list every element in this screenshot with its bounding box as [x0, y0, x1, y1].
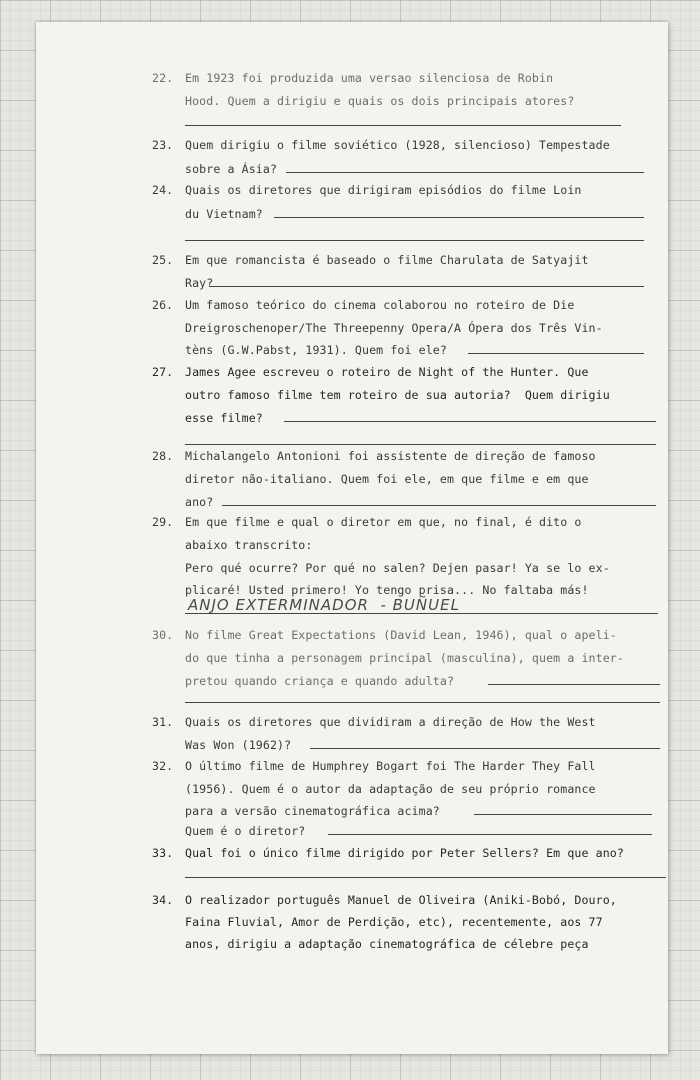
question-28-number: 28.: [152, 449, 174, 463]
question-23-number: 23.: [152, 138, 174, 152]
answer-line[interactable]: [222, 505, 656, 506]
answer-line[interactable]: [185, 125, 621, 126]
answer-line[interactable]: [185, 877, 666, 878]
question-33-line-1: Qual foi o único filme dirigido por Peter Sellers? Em que ano?: [185, 846, 624, 860]
answer-line[interactable]: [274, 217, 644, 218]
question-25-number: 25.: [152, 253, 174, 267]
questionnaire-page: [36, 22, 668, 1054]
question-27-line-1: James Agee escreveu o roteiro de Night of the Hunter. Que: [185, 365, 589, 379]
question-26-line-3: tèns (G.W.Pabst, 1931). Quem foi ele?: [185, 343, 447, 357]
answer-line[interactable]: [185, 702, 660, 703]
question-34-line-2: Faina Fluvial, Amor de Perdição, etc), recentemente, aos 77: [185, 915, 603, 929]
handwritten-answer: ANJO EXTERMINADOR - BUÑUEL: [188, 596, 460, 614]
question-26-line-1: Um famoso teórico do cinema colaborou no roteiro de Die: [185, 298, 575, 312]
question-33-number: 33.: [152, 846, 174, 860]
answer-line[interactable]: [310, 748, 660, 749]
question-22-number: 22.: [152, 71, 174, 85]
question-34-line-3: anos, dirigiu a adaptação cinematográfica de célebre peça: [185, 937, 589, 951]
answer-line[interactable]: [185, 240, 644, 241]
question-27-line-2: outro famoso filme tem roteiro de sua autoria? Quem dirigiu: [185, 388, 610, 402]
answer-line[interactable]: [328, 834, 652, 835]
question-30-line-3: pretou quando criança e quando adulta?: [185, 674, 455, 688]
question-29-line-2: abaixo transcrito:: [185, 538, 313, 552]
answer-line[interactable]: [468, 353, 644, 354]
answer-line[interactable]: [185, 613, 658, 614]
question-27-line-3: esse filme?: [185, 411, 263, 425]
question-25-line-2: Ray?: [185, 276, 214, 290]
question-32-line-4: Quem é o diretor?: [185, 824, 306, 838]
question-26-number: 26.: [152, 298, 174, 312]
question-25-line-1: Em que romancista é baseado o filme Charulata de Satyajit: [185, 253, 589, 267]
answer-line[interactable]: [488, 684, 660, 685]
question-34-line-1: O realizador português Manuel de Oliveira (Aniki-Bobó, Douro,: [185, 893, 617, 907]
question-23-line-1: Quem dirigiu o filme soviético (1928, silencioso) Tempestade: [185, 138, 610, 152]
answer-line[interactable]: [185, 444, 656, 445]
question-34-number: 34.: [152, 893, 174, 907]
question-31-number: 31.: [152, 715, 174, 729]
question-23-line-2: sobre a Ásia?: [185, 162, 278, 176]
question-27-number: 27.: [152, 365, 174, 379]
question-32-line-3: para a versão cinematográfica acima?: [185, 804, 440, 818]
question-29-line-4: plicaré! Usted primero! Yo tengo prisa... No faltaba más!: [185, 583, 589, 597]
question-26-line-2: Dreigroschenoper/The Threepenny Opera/A Ópera dos Três Vin-: [185, 321, 603, 335]
answer-line[interactable]: [474, 814, 652, 815]
question-24-number: 24.: [152, 183, 174, 197]
question-22-line-2: Hood. Quem a dirigiu e quais os dois principais atores?: [185, 94, 575, 108]
question-32-number: 32.: [152, 759, 174, 773]
question-30-number: 30.: [152, 628, 174, 642]
question-30-line-1: No filme Great Expectations (David Lean, 1946), qual o apeli-: [185, 628, 617, 642]
question-32-line-2: (1956). Quem é o autor da adaptação de seu próprio romance: [185, 782, 596, 796]
question-29-line-1: Em que filme e qual o diretor em que, no final, é dito o: [185, 515, 582, 529]
question-30-line-2: do que tinha a personagem principal (masculina), quem a inter-: [185, 651, 624, 665]
question-31-line-1: Quais os diretores que dividiram a direção de How the West: [185, 715, 596, 729]
answer-line[interactable]: [286, 172, 644, 173]
answer-line[interactable]: [210, 286, 644, 287]
question-31-line-2: Was Won (1962)?: [185, 738, 292, 752]
question-28-line-1: Michalangelo Antonioni foi assistente de direção de famoso: [185, 449, 596, 463]
question-22-line-1: Em 1923 foi produzida uma versao silenciosa de Robin: [185, 71, 554, 85]
question-32-line-1: O último filme de Humphrey Bogart foi The Harder They Fall: [185, 759, 596, 773]
answer-line[interactable]: [284, 421, 656, 422]
question-29-line-3: Pero qué ocurre? Por qué no salen? Dejen pasar! Ya se lo ex-: [185, 561, 610, 575]
question-24-line-1: Quais os diretores que dirigiram episódios do filme Loin: [185, 183, 582, 197]
question-24-line-2: du Vietnam?: [185, 207, 263, 221]
question-28-line-3: ano?: [185, 495, 214, 509]
question-28-line-2: diretor não-italiano. Quem foi ele, em que filme e em que: [185, 472, 589, 486]
question-29-number: 29.: [152, 515, 174, 529]
